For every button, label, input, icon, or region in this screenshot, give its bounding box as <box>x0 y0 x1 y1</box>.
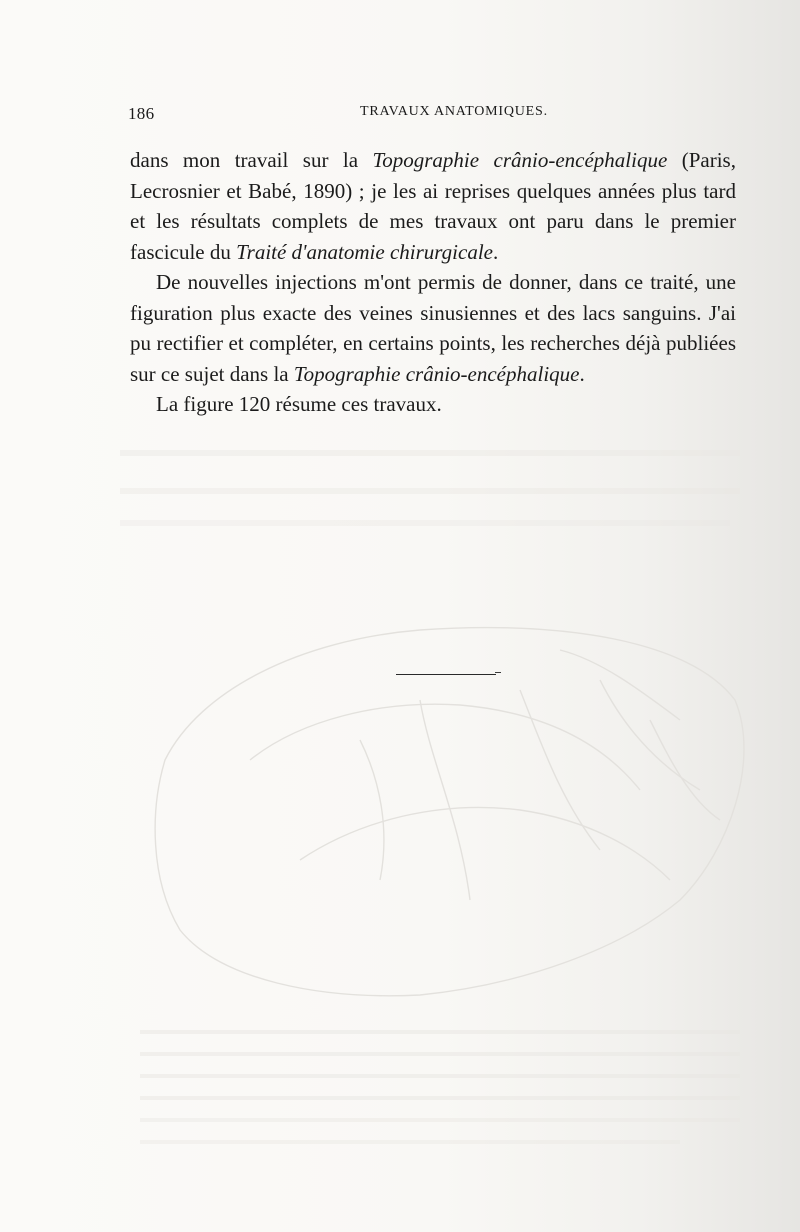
page-number: 186 <box>128 104 155 123</box>
work-title: Topographie crânio-encéphalique <box>372 148 668 172</box>
paragraph-injections: De nouvelles injections m'ont permis de donner, dans ce traité, une figuration plus exacte des veines sinusiennes et des lacs sanguins. J'ai pu rectifier et compléter, en certains points, les recherches déjà publiées sur ce sujet dans la Topographie crânio-encéphalique. <box>130 270 736 386</box>
end-rule-tick <box>495 672 501 673</box>
work-title: Traité d'anatomie chirurgicale <box>236 239 493 264</box>
running-head: TRAVAUX ANATOMIQUES. <box>360 104 548 119</box>
end-rule-divider <box>396 674 496 675</box>
work-title: Topographie crânio-encéphalique <box>293 361 580 386</box>
body-text <box>130 145 736 420</box>
paragraph-figure-reference: La figure 120 résume ces travaux. <box>156 392 442 416</box>
page-header <box>128 104 740 128</box>
paragraph-continuation: dans mon travail sur la Topographie crânio-encéphalique (Paris, Lecrosnier et Babé, 1890) ; je les ai reprises quelques années plus tard et les résultats complets de mes travaux ont paru dans le premier fascicule du Traité d'anatomie chirurgicale. <box>130 148 736 264</box>
